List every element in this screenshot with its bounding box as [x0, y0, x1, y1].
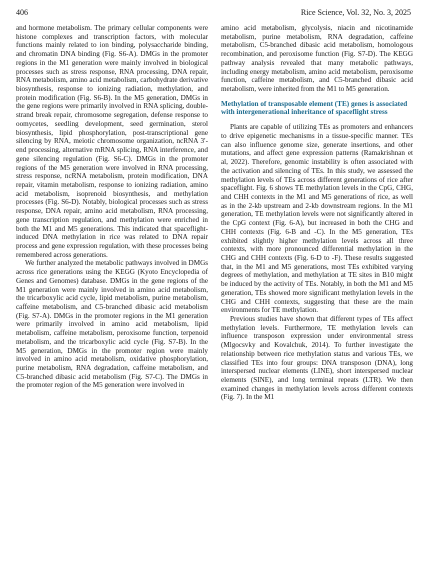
right-column — [221, 24, 413, 402]
journal-citation: Rice Science, Vol. 32, No. 3, 2025 — [300, 8, 411, 17]
section-heading: Methylation of transposable element (TE) genes is associated with intergenerational inheritance of spaceflight stress — [221, 99, 408, 117]
right-paragraph-2: Plants are capable of utilizing TEs as promoters and enhancers to drive epigenetic mechanisms in a tissue-specific manner. TEs can also influence genome size, generate insertions, and other mutations, and affect gene expression patterns (Ramakrishnan et al, 2022). Therefore, genomic instability is often associated with the activation and silencing of TEs. In this study, we assessed the methylation levels of TEs across different generations of rice after spaceflight. Fig. 6 shows TE methylation levels in the CpG, CHG, and CHH contexts in the M1 and M5 generations of rice, as well as in the 2-kb upstream and 2-kb downstream regions. In the M1 generation, TE methylation levels were not significantly altered in the CpG context (Fig. 6-A), but increased in both the CHG and CHH contexts (Fig. 6-B and -C). In the M5 generation, TEs exhibited slightly higher methylation levels across all three contexts, with more pronounced differential methylation in the CHG and CHH contexts (Fig. 6-D to -F). These results suggested that, in the M1 and M5 generations, most TEs exhibited varying degrees of methylation, and methylation at TE sites in B10 might be induced by the activity of TEs. Notably, in both the M1 and M5 generation, TEs showed more significant methylation levels in the CHG and CHH contexts, suggesting that these are the main environments for TE methylation. — [221, 123, 413, 315]
right-paragraph-1: amino acid metabolism, glycolysis, niacin and nicotinamide metabolism, purine metabolism, RNA degradation, caffeine metabolism, C5-branched dibasic acid metabolism, homologous recombination, and peroxisome function (Fig. S7-D). The KEGG pathway analysis revealed that many metabolic pathways, including energy metabolism, amino acid metabolism, peroxisome function, caffeine metabolism, and C5-branched dibasic acid metabolism, were inherited from the M1 to M5 generation. — [221, 24, 413, 94]
page-header — [16, 6, 411, 20]
right-paragraph-3: Previous studies have shown that different types of TEs affect methylation levels. Furthermore, TE methylation levels can influence transposon expression under environmental stress (Mlgocsvky and Kovalchuk, 2014). To further investigate the relationship between rice methylation status and various TEs, we classified TEs into four groups: DNA transposon (DNA), long interspersed nuclear elements (LINE), short interspersed nuclear elements (SINE), and long terminal repeats (LTR). We then examined changes in methylation levels across different contexts (Fig. 7). In the M1 — [221, 315, 413, 402]
left-column — [16, 24, 208, 390]
page-number: 406 — [16, 8, 28, 17]
left-paragraph-1: and hormone metabolism. The primary cellular components were histone complexes and transcription factors, with molecular functions mainly related to ion binding, polysaccharide binding, and chromatin DNA binding (Fig. S6-A). DMGs in the promoter regions in the M1 generation were mainly involved in biological processes such as stress response, RNA processing, DNA repair, RNA metabolism, amino acid metabolism, carbohydrate derivative biosynthesis, response to ionizing radiation, methylation, and protein modification (Fig. S6-B). In the M5 generation, DMGs in the gene regions were primarily involved in RNA splicing, double-strand break repair, chromosome segregation, defense response to oomycetes, seedling development, seed germination, sterol biosynthesis, lipid phosphorylation, post-transcriptional gene silencing by RNA, meiotic chromosome organization, ncRNA 3′-end processing, alternative mRNA splicing, RNA interference, and gene silencing regulation (Fig. S6-C). DMGs in the promoter regions of the M5 generation were involved in RNA processing, stress response, ncRNA metabolism, protein modification, DNA repair, vitamin metabolism, response to ionizing radiation, amino acid metabolism, isoprenoid biosynthesis, and methylation processes (Fig. S6-D). Notably, biological processes such as stress response, DNA repair, amino acid metabolism, RNA processing, gene transcription regulation, and methylation were enriched in both the M1 and M5 generations. This indicated that spaceflight-induced DNA methylation in rice was related to DNA repair process and gene expression regulation, with these processes being remembered across generations. — [16, 24, 208, 259]
left-paragraph-2: We further analyzed the metabolic pathways involved in DMGs across rice generations using the KEGG (Kyoto Encyclopedia of Genes and Genomes) database. DMGs in the gene regions of the M1 generation were mainly involved in amino acid metabolism, the tricarboxylic acid cycle, lipid metabolism, purine metabolism, caffeine metabolism, and C5-branched dibasic acid metabolism (Fig. S7-A). DMGs in the promoter regions in the M1 generation were primarily involved in amino acid metabolism, lipid metabolism, caffeine metabolism, peroxisome function, terpenoid metabolism, and the tricarboxylic acid cycle (Fig. S7-B). In the M5 generation, DMGs in the promoter region were mainly involved in amino acid metabolism, oxidative phosphorylation, purine metabolism, RNA degradation, caffeine metabolism, and C5-branched dibasic acid metabolism (Fig. S7-C). The DMGs in the promoter region of the M5 generation were involved in — [16, 259, 208, 390]
